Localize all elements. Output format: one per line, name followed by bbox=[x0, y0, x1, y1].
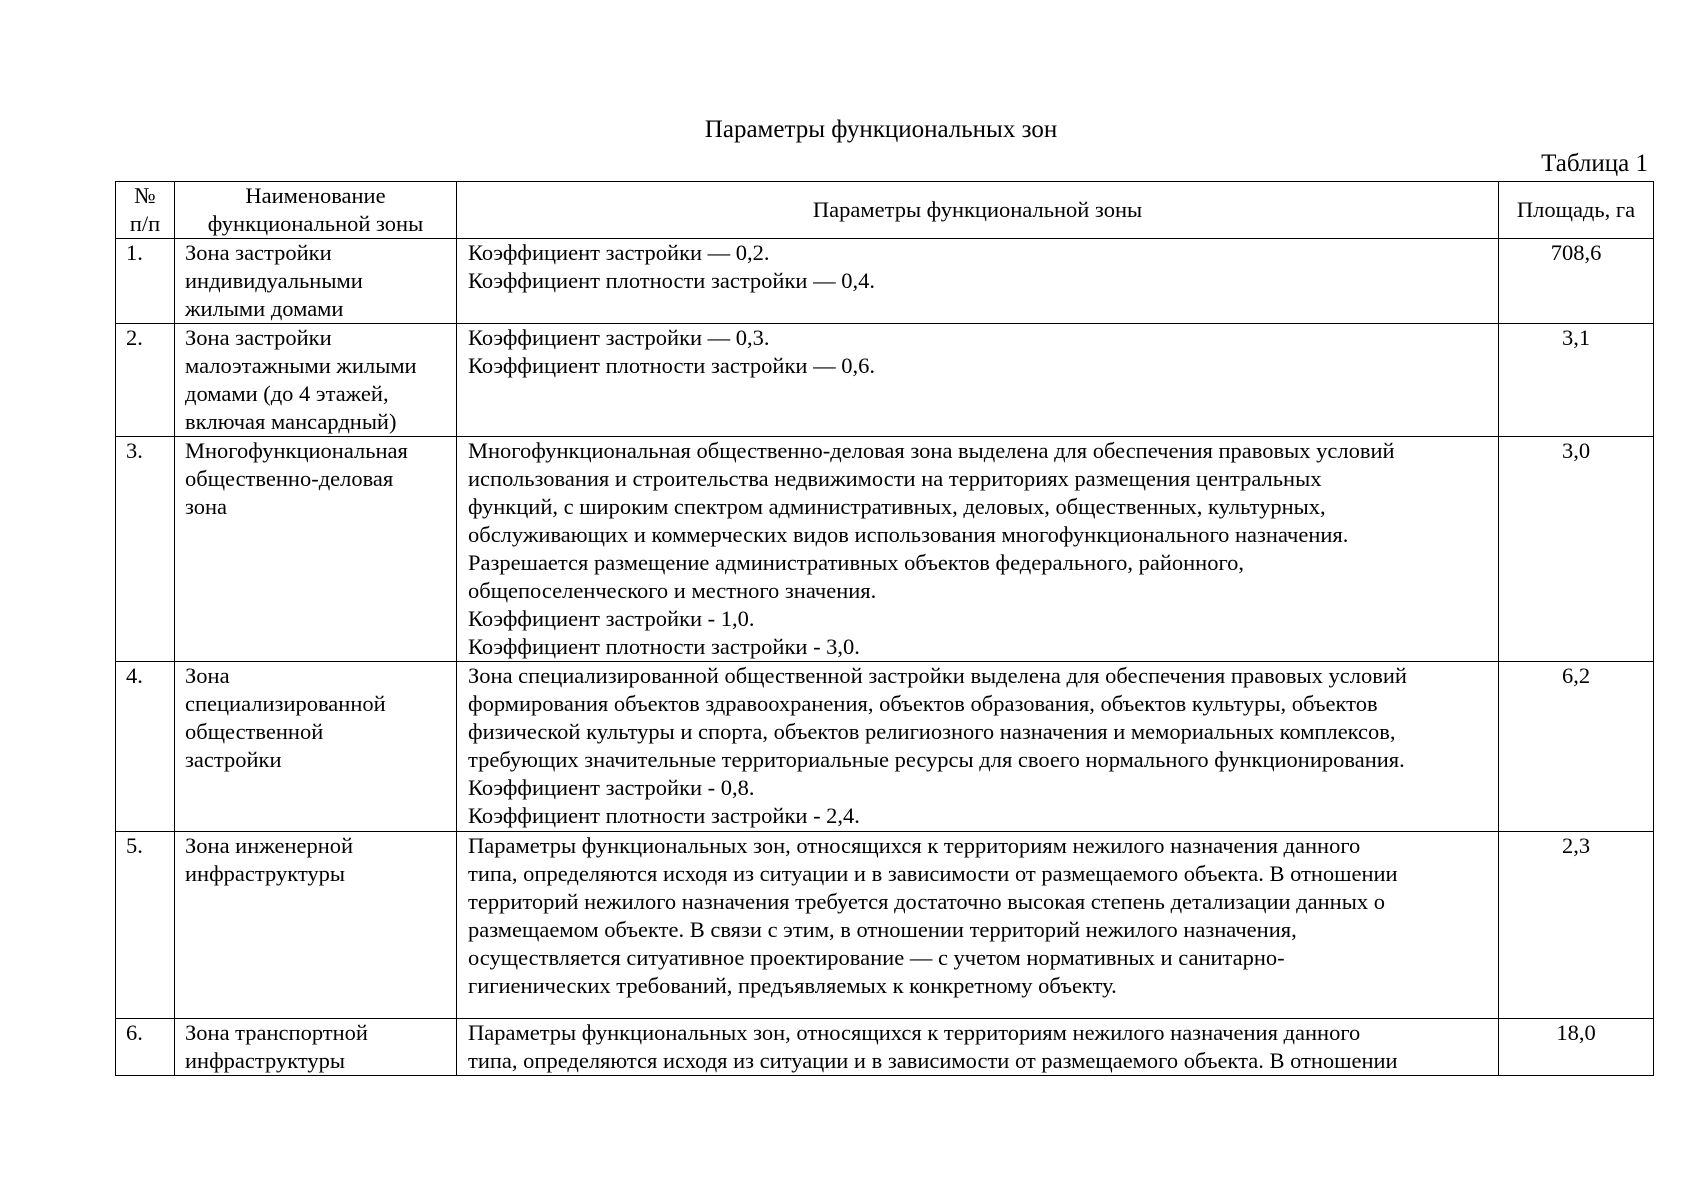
parameter-line: Коэффициент плотности застройки — 0,6. bbox=[468, 353, 875, 378]
page-title: Параметры функциональных зон bbox=[704, 116, 1058, 143]
zone-name bbox=[175, 437, 457, 662]
parameter-line: физической культуры и спорта, объектов религиозного назначения и мемориальных комплексов, bbox=[468, 719, 1396, 744]
parameter-line: осуществляется ситуативное проектирование — с учетом нормативных и санитарно- bbox=[468, 945, 1285, 970]
zone-area: 2,3 bbox=[1499, 832, 1654, 1019]
parameter-line: Коэффициент застройки — 0,2. bbox=[468, 240, 770, 265]
table-row bbox=[116, 1019, 1654, 1076]
zones-table bbox=[115, 181, 1654, 1076]
table-label: Таблица 1 bbox=[1541, 150, 1648, 177]
parameter-line: общепоселенческого и местного значения. bbox=[468, 578, 877, 603]
parameter-line: территорий нежилого назначения требуется достаточно высокая степень детализации данных о bbox=[468, 889, 1385, 914]
zone-parameters bbox=[457, 239, 1499, 324]
header-name-line: функциональной зоны bbox=[207, 211, 424, 236]
table-header-row bbox=[116, 182, 1654, 239]
zone-name-line: инфраструктуры bbox=[185, 1048, 345, 1073]
zone-name-line: жилыми домами bbox=[185, 296, 344, 321]
parameter-line: Параметры функциональных зон, относящихся к территориям нежилого назначения данного bbox=[468, 833, 1361, 858]
header-num-line: № bbox=[134, 183, 156, 208]
table-row bbox=[116, 239, 1654, 324]
parameter-line: Зона специализированной общественной застройки выделена для обеспечения правовых условий bbox=[468, 663, 1407, 688]
row-number: 1. bbox=[116, 239, 175, 324]
zone-name-line: специализированной bbox=[185, 691, 386, 716]
zone-name-line: индивидуальными bbox=[185, 268, 363, 293]
zone-name bbox=[175, 832, 457, 1019]
parameter-line: типа, определяются исходя из ситуации и в зависимости от размещаемого объекта. В отношении bbox=[468, 861, 1398, 886]
row-number: 4. bbox=[116, 662, 175, 832]
zone-area: 3,0 bbox=[1499, 437, 1654, 662]
header-area: Площадь, га bbox=[1499, 182, 1654, 239]
zone-area: 6,2 bbox=[1499, 662, 1654, 832]
zone-area: 708,6 bbox=[1499, 239, 1654, 324]
parameter-line: Коэффициент застройки - 1,0. bbox=[468, 606, 755, 631]
zone-name bbox=[175, 1019, 457, 1076]
row-number: 5. bbox=[116, 832, 175, 1019]
zone-name-line: Зона bbox=[185, 663, 230, 688]
zone-name-line: общественной bbox=[185, 719, 324, 744]
header-num-line: п/п bbox=[129, 211, 161, 236]
parameter-line: Коэффициент плотности застройки - 2,4. bbox=[468, 803, 860, 828]
parameter-line: Многофункциональная общественно-деловая зона выделена для обеспечения правовых условий bbox=[468, 438, 1395, 463]
zone-name-line: включая мансардный) bbox=[185, 409, 397, 434]
zone-name-line: Зона инженерной bbox=[185, 833, 354, 858]
zone-parameters bbox=[457, 832, 1499, 1019]
zone-name-line: зона bbox=[185, 494, 228, 519]
table-row bbox=[116, 662, 1654, 832]
zone-name-line: инфраструктуры bbox=[185, 861, 345, 886]
zone-name-line: домами (до 4 этажей, bbox=[185, 381, 389, 406]
parameter-line: Параметры функциональных зон, относящихся к территориям нежилого назначения данного bbox=[468, 1020, 1361, 1045]
parameter-line: Коэффициент застройки - 0,8. bbox=[468, 775, 755, 800]
zone-area: 3,1 bbox=[1499, 324, 1654, 437]
parameter-line: обслуживающих и коммерческих видов использования многофункционального назначения. bbox=[468, 522, 1349, 547]
zone-name bbox=[175, 662, 457, 832]
zone-name bbox=[175, 239, 457, 324]
zone-name-line: общественно-деловая bbox=[185, 466, 394, 491]
row-number: 6. bbox=[116, 1019, 175, 1076]
zone-name-line: малоэтажными жилыми bbox=[185, 353, 417, 378]
parameter-line: Разрешается размещение административных объектов федерального, районного, bbox=[468, 550, 1245, 575]
parameter-line: гигиенических требований, предъявляемых к конкретному объекту. bbox=[468, 973, 1117, 998]
parameter-line: использования и строительства недвижимости на территориях размещения центральных bbox=[468, 466, 1322, 491]
parameter-line: размещаемом объекте. В связи с этим, в отношении территорий нежилого назначения, bbox=[468, 917, 1297, 942]
parameter-line: типа, определяются исходя из ситуации и в зависимости от размещаемого объекта. В отношении bbox=[468, 1048, 1398, 1073]
parameter-line: функций, с широким спектром административных, деловых, общественных, культурных, bbox=[468, 494, 1326, 519]
header-name-line: Наименование bbox=[245, 183, 386, 208]
zone-area: 18,0 bbox=[1499, 1019, 1654, 1076]
parameter-line: Коэффициент плотности застройки - 3,0. bbox=[468, 634, 860, 659]
table-row bbox=[116, 437, 1654, 662]
parameter-line: Коэффициент плотности застройки — 0,4. bbox=[468, 268, 875, 293]
table-row bbox=[116, 832, 1654, 1019]
parameter-line: формирования объектов здравоохранения, объектов образования, объектов культуры, объектов bbox=[468, 691, 1378, 716]
row-number: 3. bbox=[116, 437, 175, 662]
zone-name-line: Зона застройки bbox=[185, 240, 332, 265]
header-num bbox=[116, 182, 175, 239]
zone-parameters bbox=[457, 1019, 1499, 1076]
zone-parameters bbox=[457, 662, 1499, 832]
zone-parameters bbox=[457, 437, 1499, 662]
header-params: Параметры функциональной зоны bbox=[457, 182, 1499, 239]
zone-name-line: Зона застройки bbox=[185, 325, 332, 350]
zone-parameters bbox=[457, 324, 1499, 437]
table-row bbox=[116, 324, 1654, 437]
row-number: 2. bbox=[116, 324, 175, 437]
header-name bbox=[175, 182, 457, 239]
parameter-line: Коэффициент застройки — 0,3. bbox=[468, 325, 770, 350]
zone-name-line: Многофункциональная bbox=[185, 438, 408, 463]
zone-name-line: Зона транспортной bbox=[185, 1020, 368, 1045]
zone-name bbox=[175, 324, 457, 437]
parameter-line: требующих значительные территориальные ресурсы для своего нормального функционирования. bbox=[468, 747, 1405, 772]
zone-name-line: застройки bbox=[185, 747, 282, 772]
